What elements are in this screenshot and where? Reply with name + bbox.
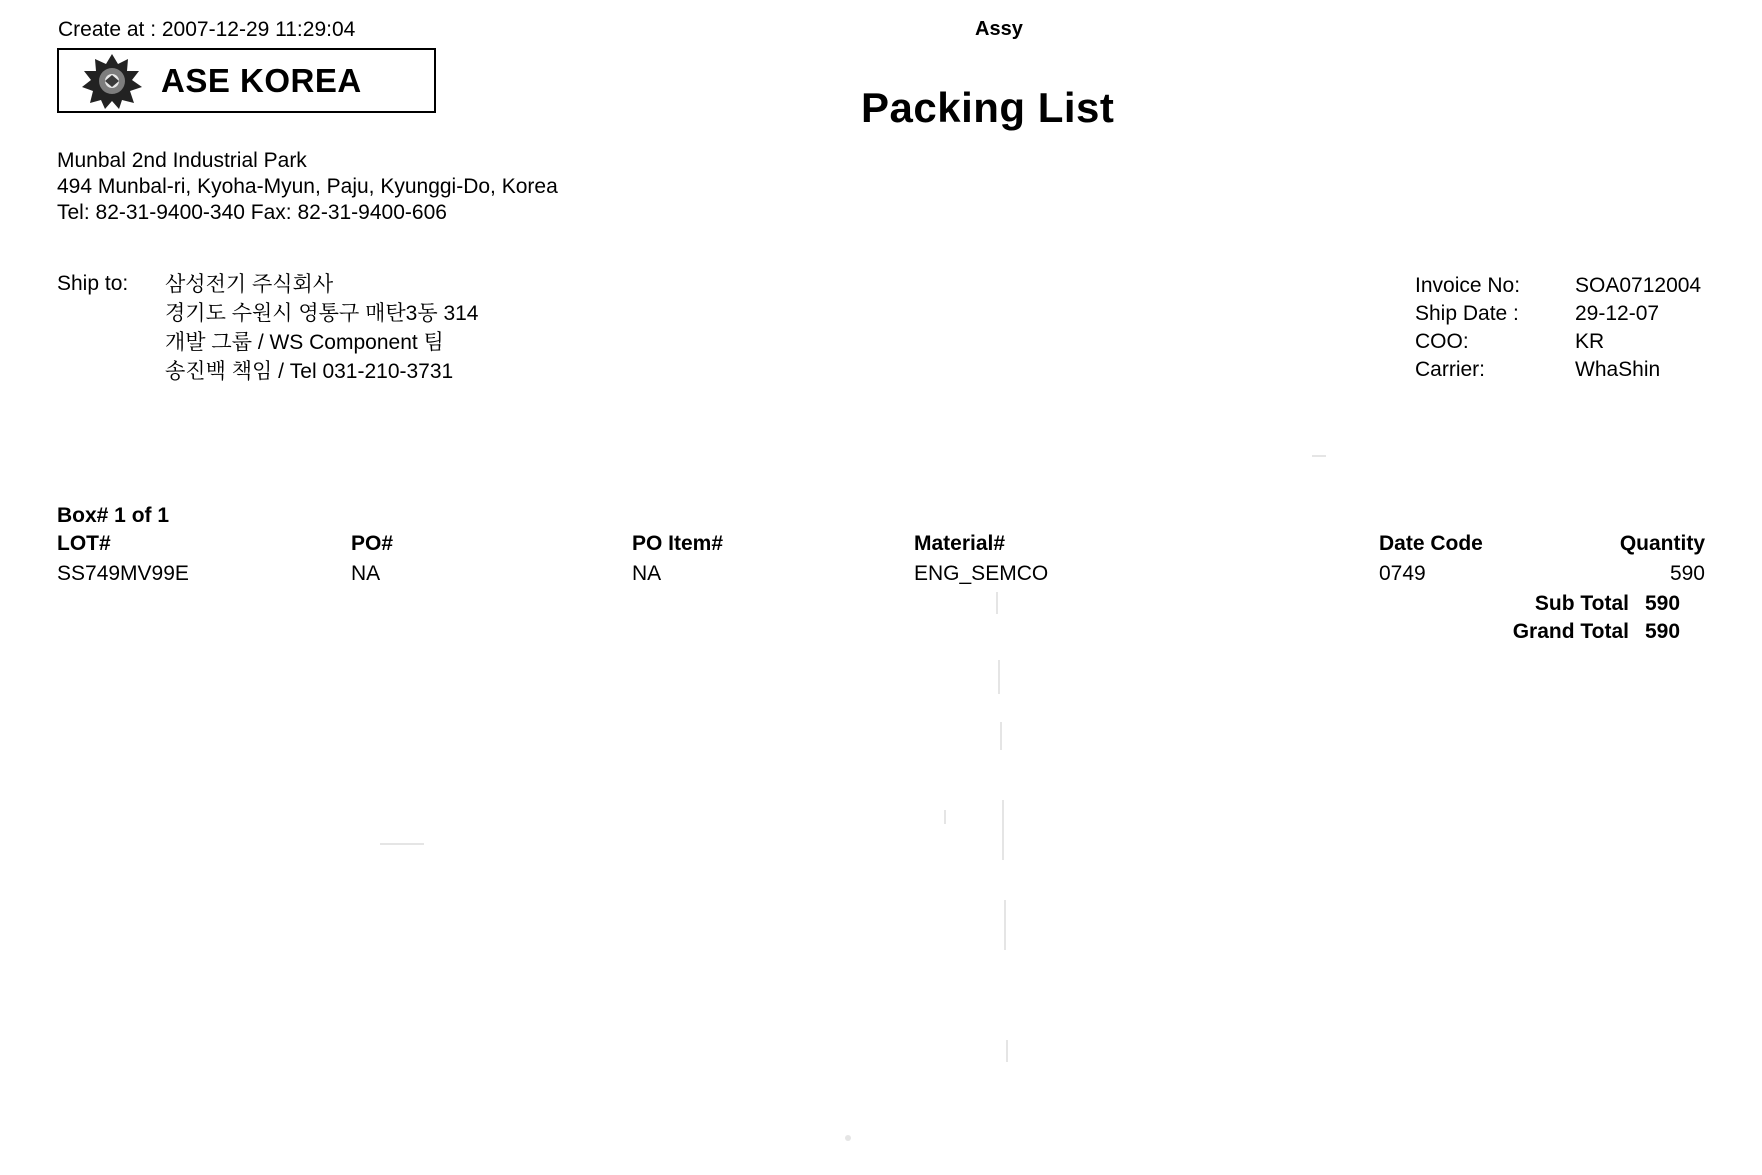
cell-po-item: NA [632,562,662,585]
table-header-row [57,532,1705,562]
company-name: ASE KOREA [161,61,362,99]
column-header-material: Material# [914,532,1006,555]
totals-block [57,592,1705,648]
meta-value: SOA0712004 [1575,274,1702,297]
sub-total-row [57,592,1705,620]
address-line: Munbal 2nd Industrial Park [57,149,307,172]
column-header-lot: LOT# [57,532,111,555]
ship-to-line: 삼성전기 주식회사 [165,273,334,296]
meta-row [1415,300,1701,328]
meta-row [1415,356,1701,384]
box-number: Box# 1 of 1 [57,504,170,527]
ship-to-address [165,270,479,386]
scan-artifact [1004,900,1006,950]
scan-artifact [944,810,946,824]
meta-value: KR [1575,330,1605,353]
cell-date-code: 0749 [1379,562,1426,585]
grand-total-label: Grand Total [1512,620,1629,643]
ship-to-line: 경기도 수원시 영통구 매탄3동 314 [165,302,479,325]
column-header-date-code: Date Code [1379,532,1483,555]
column-header-po-item: PO Item# [632,532,724,555]
cell-po: NA [351,562,381,585]
scan-artifact [380,843,424,845]
invoice-meta [1415,272,1701,384]
starburst-icon [81,53,143,109]
cell-lot: SS749MV99E [57,562,189,585]
table-row [57,562,1705,592]
meta-label: COO: [1415,330,1469,353]
scan-artifact [1000,722,1002,750]
created-at-text: Create at : 2007-12-29 11:29:04 [58,18,356,41]
cell-material: ENG_SEMCO [914,562,1049,585]
scan-artifact [845,1135,851,1141]
column-header-quantity: Quantity [1619,532,1705,555]
meta-label: Invoice No: [1415,274,1521,297]
scan-artifact [998,660,1000,694]
ship-to-line: 개발 그룹 / WS Component 팀 [165,331,444,354]
company-address [57,148,558,226]
assy-label: Assy [975,18,1023,40]
column-header-po: PO# [351,532,394,555]
address-line: 494 Munbal-ri, Kyoha-Myun, Paju, Kyunggi-Do, Korea [57,175,558,198]
grand-total-value: 590 [1645,620,1681,643]
meta-label: Carrier: [1415,358,1486,381]
meta-label: Ship Date : [1415,302,1519,325]
meta-value: WhaShin [1575,358,1661,381]
items-table [57,532,1705,592]
scan-artifact [1006,1040,1008,1062]
address-line: Tel: 82-31-9400-340 Fax: 82-31-9400-606 [57,201,447,224]
meta-row [1415,272,1701,300]
scan-artifact [1002,800,1004,860]
company-logo [57,48,436,113]
sub-total-value: 590 [1645,592,1681,615]
ship-to-label: Ship to: [57,272,129,295]
ship-to-line: 송진백 책임 / Tel 031-210-3731 [165,360,454,383]
scan-artifact [1312,455,1326,457]
grand-total-row [57,620,1705,648]
meta-row [1415,328,1701,356]
cell-quantity: 590 [1669,562,1705,585]
page-title: Packing List [861,84,1115,131]
meta-value: 29-12-07 [1575,302,1660,325]
sub-total-label: Sub Total [1534,592,1629,615]
